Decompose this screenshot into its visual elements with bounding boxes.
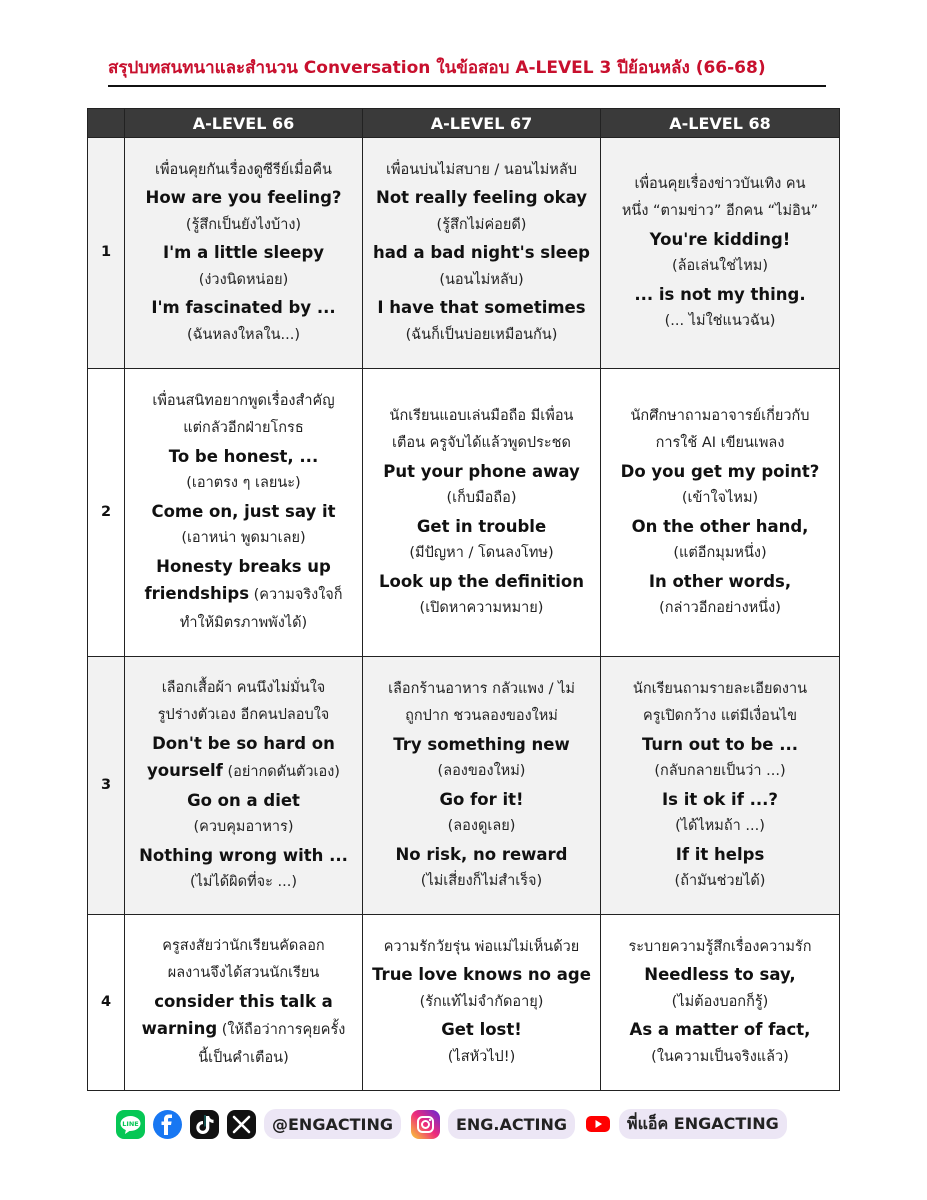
table-row (88, 138, 840, 369)
title-underline (108, 85, 826, 87)
english-expression: I have that sometimes (377, 298, 586, 318)
row-number: 3 (88, 657, 125, 915)
thai-meaning: (ลองของใหม่) (437, 763, 526, 779)
thai-meaning: (ลองดูเลย) (447, 818, 516, 834)
table-row (88, 915, 840, 1091)
table-cell (601, 657, 840, 915)
page-title: สรุปบทสนทนาและสำนวน Conversation ในข้อสอบ A-LEVEL 3 ปีย้อนหลัง (66-68) (108, 58, 766, 78)
english-expression: How are you feeling? (145, 188, 342, 208)
thai-meaning: (ล้อเล่นใช่ไหม) (672, 258, 768, 274)
english-expression: On the other hand, (631, 516, 809, 536)
mixed-line (133, 580, 354, 610)
context-text: ครูเปิดกว้าง แต่มีเงื่อนไข (643, 708, 797, 724)
table-header-row (88, 109, 840, 138)
thai-meaning: (เปิดหาความหมาย) (419, 600, 544, 616)
context-text: ความรักวัยรุ่น พ่อแม่ไม่เห็นด้วย (383, 938, 580, 955)
header-a-level-68: A-LEVEL 68 (601, 109, 840, 138)
row-number: 2 (88, 369, 125, 657)
context-text: แต่กลัวอีกฝ่ายโกรธ (183, 420, 304, 437)
thai-meaning: (อย่ากดดันตัวเอง) (222, 764, 340, 780)
english-expression: Go for it! (439, 789, 524, 809)
context-text: ครูสงสัยว่านักเรียนคัดลอก (162, 937, 325, 954)
thai-meaning: (ไม่ได้ผิดที่จะ ...) (189, 874, 298, 890)
context-text: เตือน ครูจับได้แล้วพูดประชด (392, 435, 571, 451)
thai-meaning: (เอาตรง ๆ เลยนะ) (186, 475, 301, 492)
thai-meaning: (ไม่ต้องบอกก็รู้) (671, 993, 769, 1010)
context-text: เพื่อนสนิทอยากพูดเรื่องสำคัญ (152, 392, 335, 409)
thai-meaning: (กล่าวอีกอย่างหนึ่ง) (659, 600, 781, 616)
table-row (88, 369, 840, 657)
handle-eng-acting[interactable]: ENG.ACTING (448, 1109, 575, 1139)
thai-meaning: (กลับกลายเป็นว่า ...) (654, 763, 786, 779)
thai-meaning: (ถ้ามันช่วยได้) (674, 873, 766, 889)
english-expression: Go on a diet (187, 790, 300, 810)
thai-meaning: (รู้สึกเป็นยังไงบ้าง) (185, 216, 302, 233)
thai-meaning: (รักแท้ไม่จำกัดอายุ) (419, 993, 544, 1010)
thai-meaning: (เอาหน่า พูดมาเลย) (181, 530, 306, 547)
header-corner (88, 109, 125, 138)
tiktok-icon[interactable] (190, 1110, 219, 1139)
context-text: นักศึกษาถามอาจารย์เกี่ยวกับ (630, 407, 810, 424)
english-expression: Get lost! (441, 1020, 522, 1040)
english-expression: Put your phone away (383, 461, 580, 481)
english-expression: Is it ok if ...? (662, 789, 778, 809)
english-expression: Don't be so hard on (152, 733, 335, 753)
english-expression: Nothing wrong with ... (139, 845, 348, 865)
thai-meaning: (ฉันก็เป็นบ่อยเหมือนกัน) (405, 326, 558, 343)
context-text: นักเรียนถามรายละเอียดงาน (632, 680, 808, 697)
english-expression: True love knows no age (372, 965, 591, 985)
mixed-line (133, 757, 354, 787)
thai-meaning: (... ไม่ใช่แนวฉัน) (664, 313, 776, 329)
english-expression: In other words, (648, 571, 792, 591)
row-number: 4 (88, 915, 125, 1091)
english-expression: friendships (144, 584, 250, 604)
thai-meaning: (มีปัญหา / โดนลงโทษ) (409, 545, 554, 561)
english-expression: Come on, just say it (151, 501, 336, 521)
table-cell (125, 915, 363, 1091)
table-cell (363, 138, 601, 369)
english-expression: had a bad night's sleep (373, 243, 590, 263)
english-expression: To be honest, ... (168, 446, 319, 466)
table-cell (601, 138, 840, 369)
conversation-table (87, 108, 840, 1091)
context-text: รูปร่างตัวเอง อีกคนปลอบใจ (157, 707, 330, 723)
table-cell (601, 915, 840, 1091)
x-icon[interactable] (227, 1110, 256, 1139)
thai-meaning: (ไม่เสี่ยงก็ไม่สำเร็จ) (420, 873, 543, 889)
english-expression: Honesty breaks up (156, 556, 331, 576)
english-expression: No risk, no reward (395, 844, 568, 864)
context-text: เพื่อนคุยกันเรื่องดูซีรีย์เมื่อคืน (155, 161, 332, 178)
table-row (88, 657, 840, 915)
thai-meaning: (ในความเป็นจริงแล้ว) (651, 1048, 789, 1065)
thai-meaning: (ควบคุมอาหาร) (193, 819, 294, 835)
header-a-level-67: A-LEVEL 67 (363, 109, 601, 138)
english-expression: I'm a little sleepy (162, 243, 325, 263)
english-expression: You're kidding! (649, 229, 791, 249)
english-expression: As a matter of fact, (629, 1020, 811, 1040)
thai-meaning: (ไสหัวไป!) (447, 1048, 516, 1065)
context-text: เลือกเสื้อผ้า คนนึงไม่มั่นใจ (161, 679, 326, 696)
thai-meaning: (ได้ไหมถ้า ...) (675, 818, 765, 834)
thai-meaning: นี้เป็นคำเตือน) (198, 1049, 289, 1066)
context-text: ระบายความรู้สึกเรื่องความรัก (628, 938, 812, 955)
context-text: ผลงานจึงได้สวนนักเรียน (167, 965, 320, 982)
english-expression: Try something new (393, 734, 570, 754)
thai-meaning: (แต่อีกมุมหนึ่ง) (673, 545, 767, 561)
thai-meaning: (นอนไม่หลับ) (439, 271, 524, 288)
context-text: นักเรียนแอบเล่นมือถือ มีเพื่อน (389, 407, 574, 424)
thai-meaning: (ฉันหลงใหลใน...) (187, 326, 300, 343)
context-text: การใช้ AI เขียนเพลง (655, 435, 785, 451)
english-expression: I'm fascinated by ... (151, 298, 336, 318)
english-expression: consider this talk a (154, 991, 333, 1011)
table-cell (601, 369, 840, 657)
context-text: เลือกร้านอาหาร กลัวแพง / ไม่ (388, 680, 575, 697)
context-text: เพื่อนคุยเรื่องข่าวบันเทิง คน (634, 175, 806, 192)
line-icon[interactable] (116, 1110, 145, 1139)
header-a-level-66: A-LEVEL 66 (125, 109, 363, 138)
context-text: หนึ่ง “ตามข่าว” อีกคน “ไม่อิน” (621, 203, 819, 219)
svg-text:LINE: LINE (122, 1119, 139, 1128)
english-expression: Turn out to be ... (641, 734, 799, 754)
mixed-line (133, 1015, 354, 1045)
facebook-icon[interactable] (153, 1110, 182, 1139)
thai-meaning: (ความจริงใจก็ (249, 587, 343, 604)
english-expression: If it helps (675, 844, 765, 864)
table-cell (363, 369, 601, 657)
thai-meaning: (เข้าใจไหม) (681, 490, 759, 506)
thai-meaning: (เก็บมือถือ) (446, 490, 517, 506)
row-number: 1 (88, 138, 125, 369)
social-footer (116, 1107, 787, 1141)
thai-meaning: (รู้สึกไม่ค่อยดี) (436, 216, 527, 233)
handle-engacting[interactable]: @ENGACTING (264, 1109, 401, 1139)
thai-meaning: ทำให้มิตรภาพพังได้) (179, 614, 308, 631)
context-text: เพื่อนบ่นไม่สบาย / นอนไม่หลับ (386, 161, 577, 178)
english-expression: yourself (147, 761, 223, 780)
table-cell (125, 657, 363, 915)
thai-meaning: (ให้ถือว่าการคุยครั้ง (217, 1022, 346, 1039)
english-expression: warning (141, 1019, 218, 1039)
context-text: ถูกปาก ชวนลองของใหม่ (405, 708, 558, 724)
english-expression: Not really feeling okay (376, 188, 587, 208)
english-expression: Do you get my point? (620, 461, 820, 481)
handle-youtube-engacting[interactable]: พี่แอ็ค ENGACTING (619, 1109, 787, 1139)
english-expression: Get in trouble (416, 516, 547, 536)
table-cell (363, 657, 601, 915)
instagram-icon[interactable] (411, 1110, 440, 1139)
english-expression: Needless to say, (644, 965, 796, 985)
youtube-icon[interactable] (585, 1110, 611, 1139)
thai-meaning: (ง่วงนิดหน่อย) (198, 271, 289, 288)
table-cell (125, 138, 363, 369)
table-cell (125, 369, 363, 657)
english-expression: Look up the definition (378, 571, 585, 591)
table-cell (363, 915, 601, 1091)
english-expression: ... is not my thing. (634, 284, 806, 304)
